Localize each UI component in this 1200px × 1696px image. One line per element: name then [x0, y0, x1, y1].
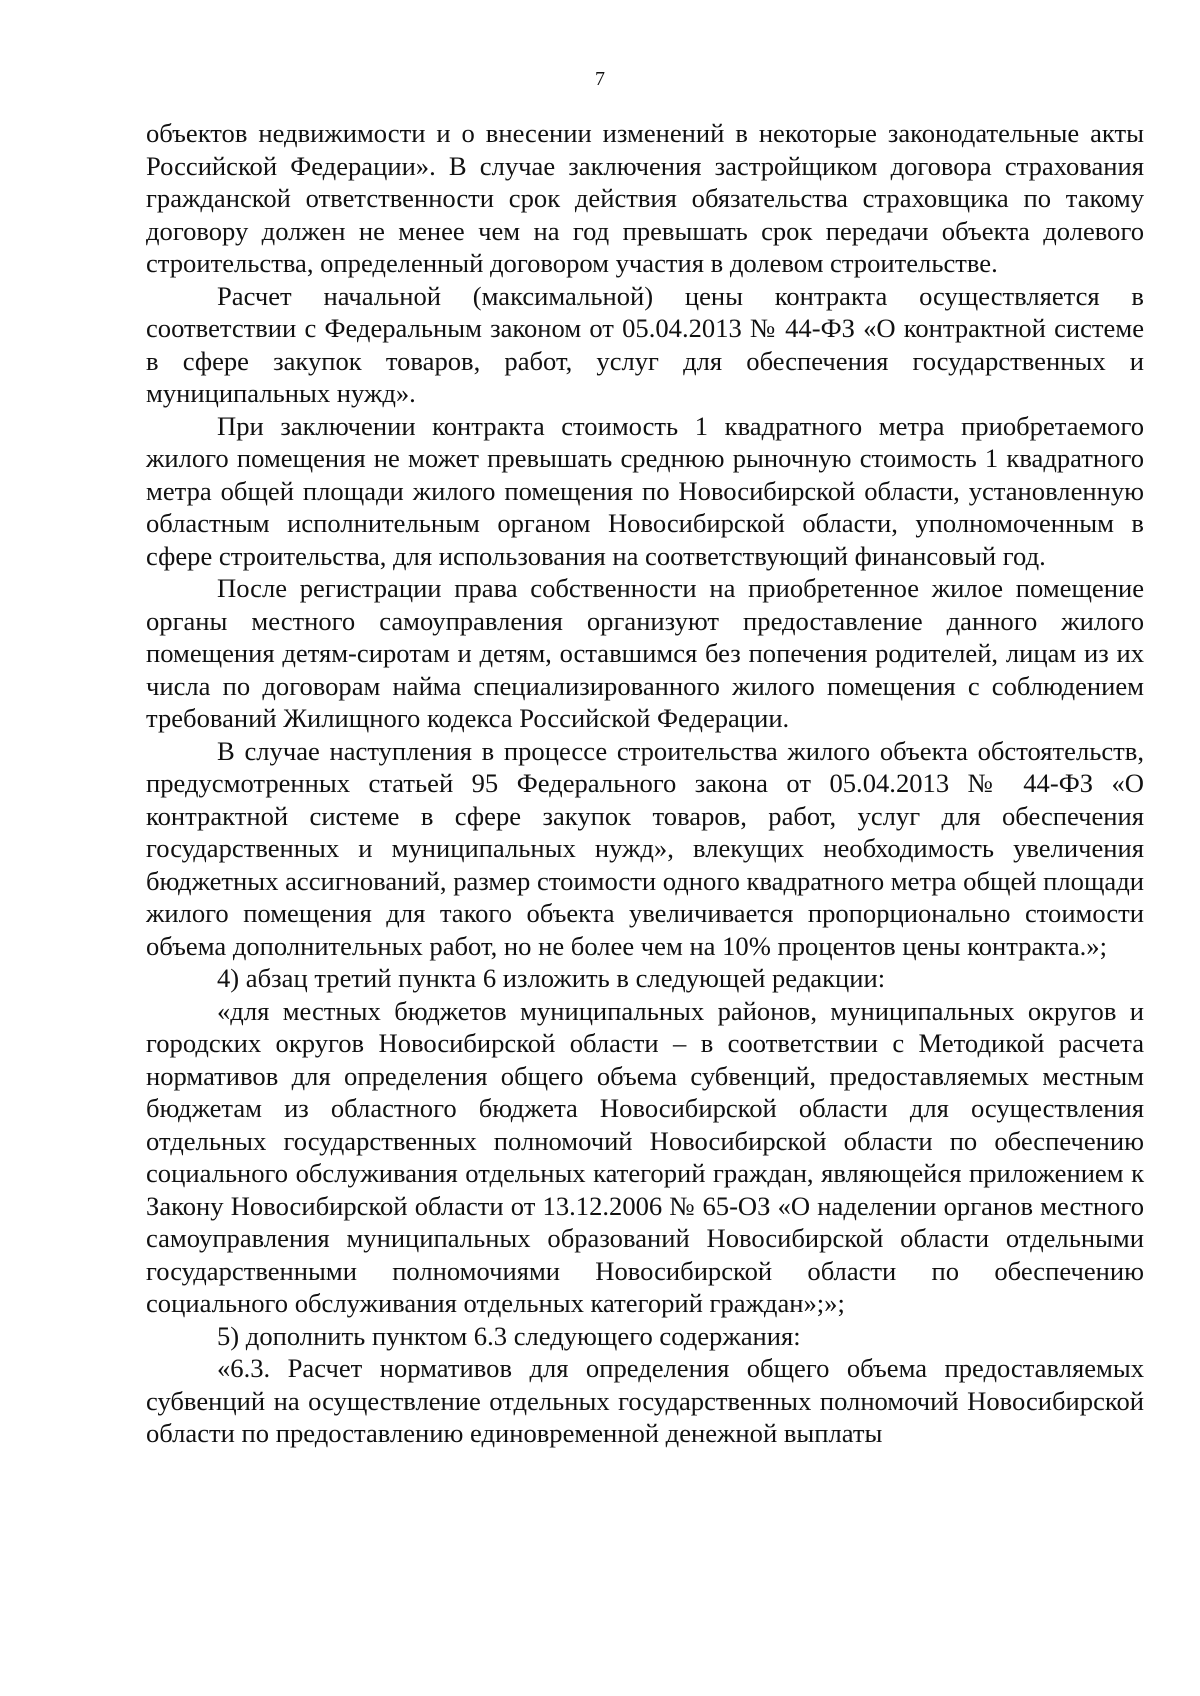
paragraph-1: объектов недвижимости и о внесении изменений в некоторые законодательные акты Российской Федерации». В случае заключения застройщиком договора страхования гражданской ответственности срок действия обязательства страховщика по такому договору должен не менее чем на год превышать срок передачи объекта долевого строительства, определенный договором участия в долевом строительстве. — [146, 118, 1144, 278]
paragraph-3: При заключении контракта стоимость 1 квадратного метра приобретаемого жилого помещения не может превышать среднюю рыночную стоимость 1 квадратного метра общей площади жилого помещения по Новосибирской области, установленную областным исполнительным органом Новосибирской области, уполномоченным в сфере строительства, для использования на соответствующий финансовый год. — [146, 410, 1144, 571]
page-number: 7 — [595, 68, 605, 90]
paragraph-2: Расчет начальной (максимальной) цены контракта осуществляется в соответствии с Федеральным законом от 05.04.2013 № 44-ФЗ «О контрактной системе в сфере закупок товаров, работ, услуг для обеспечения государственных и муниципальных нужд». — [146, 280, 1144, 408]
paragraph-7: «для местных бюджетов муниципальных районов, муниципальных округов и городских округов Новосибирской области – в соответствии с Методикой расчета нормативов для определения общего объема субвенций, предоставляемых местным бюджетам из областного бюджета Новосибирской области для осуществления отдельных государственных полномочий Новосибирской области по обеспечению социального обслуживания отдельных категорий граждан, являющейся приложением к Закону Новосибирской области от 13.12.2006 № 65-ОЗ «О наделении органов местного самоуправления муниципальных образований Новосибирской области отдельными государственными полномочиями Новосибирской области по обеспечению социального обслуживания отдельных категорий граждан»;»; — [146, 995, 1144, 1318]
paragraph-4: После регистрации права собственности на приобретенное жилое помещение органы местного самоуправления организуют предоставление данного жилого помещения детям-сиротам и детям, оставшимся без попечения родителей, лицам из их числа по договорам найма специализированного жилого помещения с соблюдением требований Жилищного кодекса Российской Федерации. — [146, 573, 1144, 733]
paragraph-9: «6.3. Расчет нормативов для определения общего объема предоставляемых субвенций на осуществление отдельных государственных полномочий Новосибирской области по предоставлению единовременной денежной выплаты — [146, 1353, 1144, 1448]
paragraph-5: В случае наступления в процессе строительства жилого объекта обстоятельств, предусмотренных статьей 95 Федерального закона от 05.04.2013 № 44-ФЗ «О контрактной системе в сфере закупок товаров, работ, услуг для обеспечения государственных и муниципальных нужд», влекущих необходимость увеличения бюджетных ассигнований, размер стоимости одного квадратного метра общей площади жилого помещения для такого объекта увеличивается пропорционально стоимости объема дополнительных работ, но не более чем на 10% процентов цены контракта.»; — [146, 735, 1144, 961]
paragraph-6: 4) абзац третий пункта 6 изложить в следующей редакции: — [217, 963, 886, 993]
document-body — [146, 117, 1144, 1450]
paragraph-8: 5) дополнить пунктом 6.3 следующего содержания: — [217, 1320, 801, 1351]
